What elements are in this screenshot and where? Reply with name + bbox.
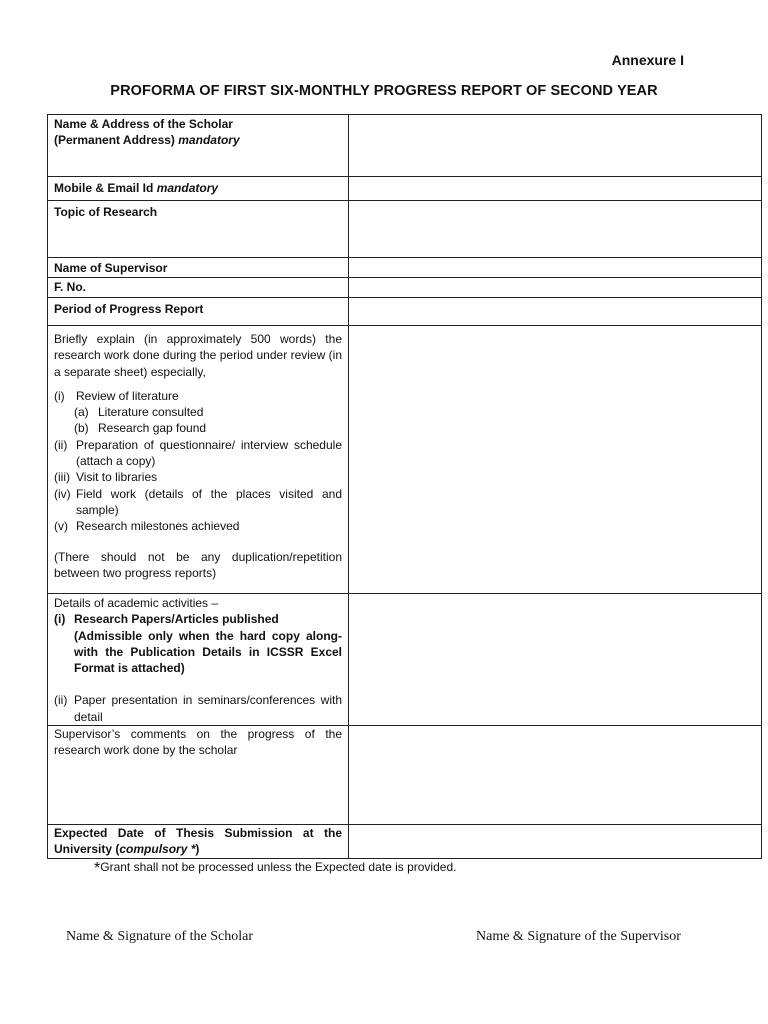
supervisor-label: Name of Supervisor <box>54 261 168 275</box>
list-item: (ii) Paper presentation in seminars/conferences with detail <box>54 693 342 724</box>
progress-report-form <box>47 114 762 859</box>
topic-value-field[interactable] <box>349 201 762 258</box>
list-item: (ii) Preparation of questionnaire/ interview schedule (attach a copy) <box>54 437 342 469</box>
list-item: (a) Literature consulted <box>74 405 204 420</box>
row-fno <box>48 278 762 298</box>
research-intro: Briefly explain (in approximately 500 words) the research work done during the period under review (in a separate sheet) especially, <box>54 332 342 379</box>
scholar-label-cell <box>48 115 349 177</box>
grant-footnote <box>94 860 456 878</box>
list-item: (v) Research milestones achieved <box>54 519 240 534</box>
list-item: (iii) Visit to libraries <box>54 470 158 485</box>
list-item: (b) Research gap found <box>74 421 207 436</box>
academic-value-field[interactable] <box>349 594 762 726</box>
list-item: (i) Research Papers/Articles published <box>54 612 279 627</box>
academic-heading: Details of academic activities – <box>54 596 219 610</box>
academic-label-cell <box>48 594 349 726</box>
research-items-list <box>54 388 342 535</box>
contact-mandatory-label: mandatory <box>156 181 219 195</box>
row-research-work <box>48 326 762 594</box>
page-title: PROFORMA OF FIRST SIX-MONTHLY PROGRESS REPORT OF SECOND YEAR <box>110 83 658 99</box>
fno-value-field[interactable] <box>349 278 762 298</box>
period-value-field[interactable] <box>349 298 762 326</box>
fno-label: F. No. <box>54 280 86 294</box>
scholar-mandatory-label: mandatory <box>178 133 240 148</box>
research-label-cell <box>48 326 349 594</box>
row-topic <box>48 201 762 258</box>
list-item: (i) Review of literature <box>54 388 179 403</box>
list-item <box>54 628 342 677</box>
compulsory-label: compulsory * <box>119 842 196 857</box>
thesis-date-value-field[interactable] <box>349 825 762 859</box>
research-value-field[interactable] <box>349 326 762 594</box>
contact-value-field[interactable] <box>349 177 762 201</box>
topic-label-cell <box>48 201 349 258</box>
supervisor-label-cell <box>48 258 349 278</box>
row-supervisor <box>48 258 762 278</box>
list-item: (iv) Field work (details of the places visited and sample) <box>54 486 342 517</box>
supervisor-signature-label: Name & Signature of the Supervisor <box>476 929 681 944</box>
grant-footnote-text: Grant shall not be processed unless the Expected date is provided. <box>100 860 457 874</box>
period-label-cell <box>48 298 349 326</box>
row-academic <box>48 594 762 726</box>
fno-label-cell <box>48 278 349 298</box>
row-scholar <box>48 115 762 177</box>
asterisk-mark: * <box>94 860 101 877</box>
row-comments <box>48 726 762 825</box>
row-contact <box>48 177 762 201</box>
contact-label-cell <box>48 177 349 201</box>
topic-label: Topic of Research <box>54 205 158 219</box>
annexure-label: Annexure I <box>611 52 684 68</box>
publication-admissible-note: (Admissible only when the hard copy along-with the Publication Details in ICSSR Excel Format is attached) <box>74 628 342 676</box>
comments-label-cell <box>48 726 349 825</box>
scholar-value-field[interactable] <box>349 115 762 177</box>
permanent-address-label: (Permanent Address) <box>54 133 175 148</box>
row-period <box>48 298 762 326</box>
row-thesis-date <box>48 825 762 859</box>
comments-value-field[interactable] <box>349 726 762 825</box>
contact-label: Mobile & Email Id <box>54 181 154 195</box>
supervisor-value-field[interactable] <box>349 258 762 278</box>
period-label: Period of Progress Report <box>54 302 204 316</box>
scholar-signature-label: Name & Signature of the Scholar <box>66 929 254 944</box>
research-duplication-note: (There should not be any duplication/repetition between two progress reports) <box>54 549 342 580</box>
thesis-label-cell: Expected Date of Thesis Submission at the University (compulsory *) <box>48 825 349 859</box>
thesis-date-label: Expected Date of Thesis Submission at the University ( <box>54 826 342 857</box>
scholar-label: Name & Address of the Scholar <box>54 117 233 131</box>
supervisor-comments-label: Supervisor’s comments on the progress of the research work done by the scholar <box>54 727 342 758</box>
